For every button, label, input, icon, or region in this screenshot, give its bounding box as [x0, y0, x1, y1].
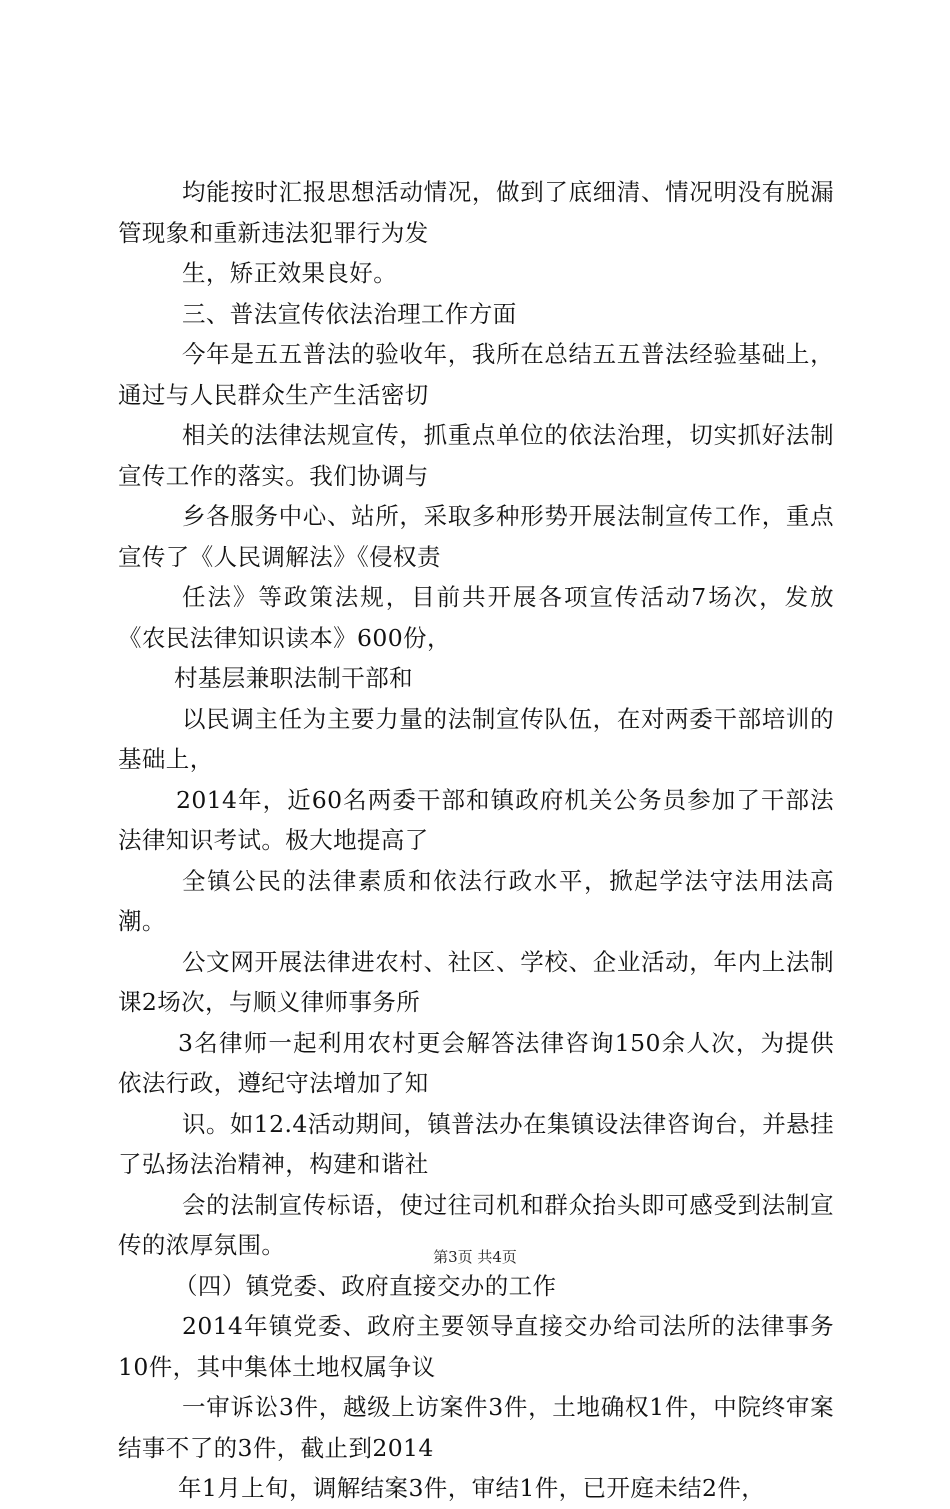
paragraph: 识。如12.4活动期间，镇普法办在集镇设法律咨询台，并悬挂了弘扬法治精神，构建和谐社: [118, 1109, 834, 1178]
document-body: [118, 172, 834, 1509]
paragraph: 年1月上旬，调解结案3件，审结1件，已开庭未结2件，: [178, 1474, 766, 1502]
paragraph: 任法》等政策法规，目前共开展各项宣传活动7场次，发放《农民法律知识读本》600份，: [118, 583, 834, 652]
section-heading: 三、普法宣传依法治理工作方面: [182, 299, 517, 328]
paragraph: 2014年，近60名两委干部和镇政府机关公务员参加了干部法法律知识考试。极大地提高了: [118, 785, 834, 854]
paragraph: 公文网开展法律进农村、社区、学校、企业活动，年内上法制课2场次，与顺义律师事务所: [118, 947, 834, 1016]
paragraph: 乡各服务中心、站所，采取多种形势开展法制宣传工作，重点宣传了《人民调解法》《侵权责: [118, 502, 834, 571]
paragraph: 以民调主任为主要力量的法制宣传队伍，在对两委干部培训的基础上，: [118, 704, 834, 773]
paragraph: 均能按时汇报思想活动情况，做到了底细清、情况明没有脱漏管现象和重新违法犯罪行为发: [118, 178, 834, 247]
paragraph: 会的法制宣传标语，使过往司机和群众抬头即可感受到法制宣传的浓厚氛围。: [118, 1190, 834, 1259]
paragraph: 今年是五五普法的验收年，我所在总结五五普法经验基础上，通过与人民群众生产生活密切: [118, 340, 834, 409]
paragraph: 生，矫正效果良好。: [182, 259, 398, 287]
paragraph: 村基层兼职法制干部和: [174, 664, 413, 692]
paragraph: 3名律师一起利用农村更会解答法律咨询150余人次，为提供依法行政，遵纪守法增加了知: [118, 1028, 834, 1097]
section-heading: （四）镇党委、政府直接交办的工作: [174, 1271, 557, 1300]
paragraph: 一审诉讼3件，越级上访案件3件，土地确权1件，中院终审案结事不了的3件，截止到2014: [118, 1393, 834, 1462]
paragraph: 相关的法律法规宣传，抓重点单位的依法治理，切实抓好法制宣传工作的落实。我们协调与: [118, 421, 834, 490]
paragraph: 2014年镇党委、政府主要领导直接交办给司法所的法律事务10件，其中集体土地权属争议: [118, 1312, 834, 1381]
paragraph: 全镇公民的法律素质和依法行政水平，掀起学法守法用法高潮。: [118, 866, 834, 935]
page-footer: 第3页 共4页: [433, 1248, 517, 1266]
